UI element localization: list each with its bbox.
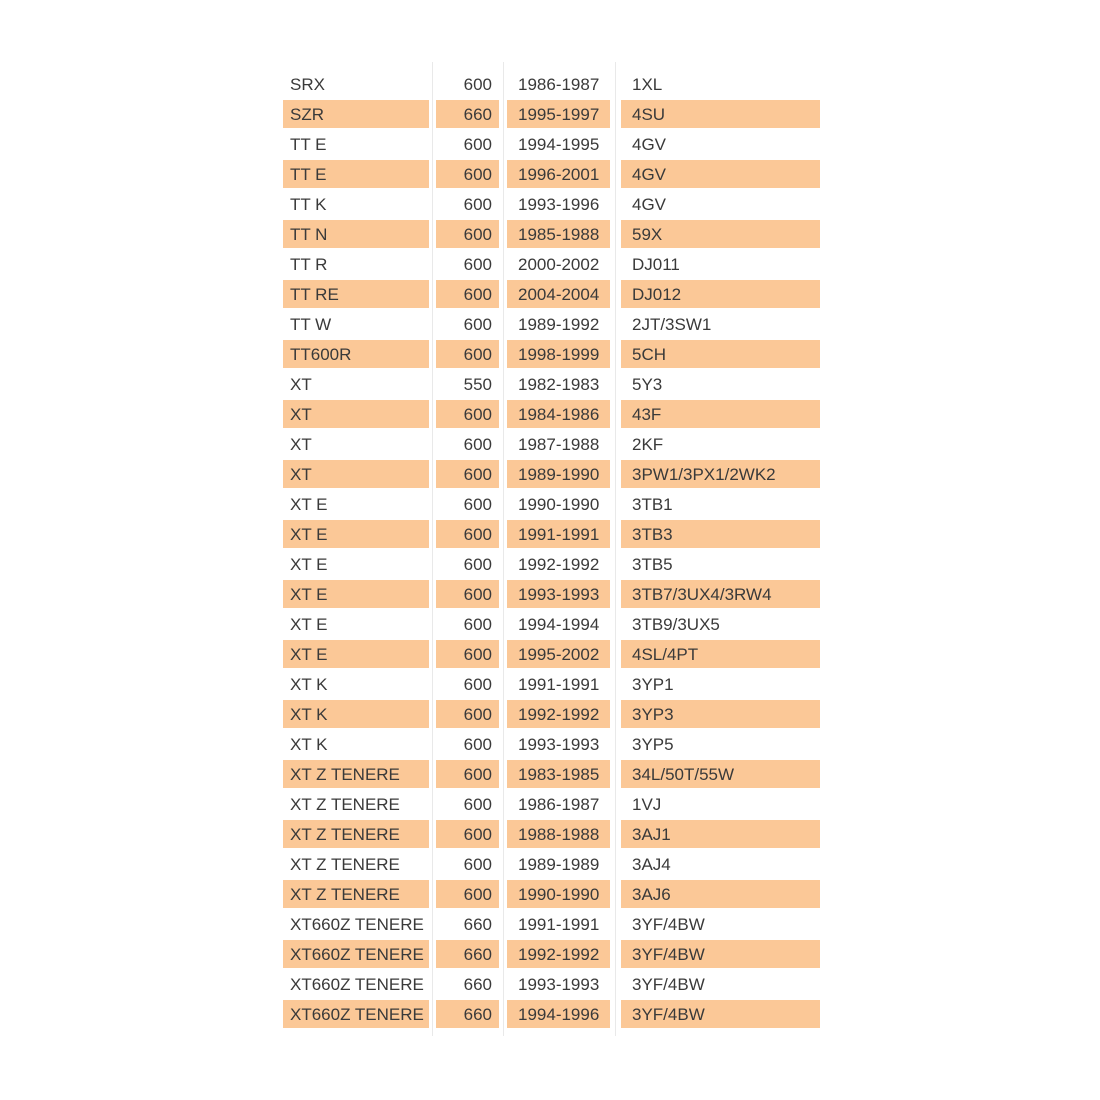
table-row xyxy=(283,160,820,188)
model-cell: XT660Z TENERE xyxy=(290,914,424,934)
model-cell: SRX xyxy=(290,74,325,94)
year-range-cell: 1984-1986 xyxy=(507,400,610,428)
year-range-cell: 1992-1992 xyxy=(507,940,610,968)
table-row xyxy=(283,280,820,308)
year-range-cell: 2004-2004 xyxy=(507,280,610,308)
engine-size-cell: 660 xyxy=(436,1000,499,1028)
engine-size-cell: 660 xyxy=(463,914,492,934)
table-row xyxy=(283,190,820,218)
table-row xyxy=(283,250,820,278)
year-range-cell: 1994-1995 xyxy=(518,134,600,154)
model-cell: XT660Z TENERE xyxy=(283,940,429,968)
table-row xyxy=(283,790,820,818)
table-row xyxy=(283,460,820,488)
model-code-cell: DJ012 xyxy=(621,280,820,308)
model-cell: XT E xyxy=(290,494,328,514)
model-cell: XT E xyxy=(290,614,328,634)
engine-size-cell: 600 xyxy=(463,854,492,874)
year-range-cell: 1989-1992 xyxy=(518,314,600,334)
table-row xyxy=(283,370,820,398)
table-row xyxy=(283,520,820,548)
engine-size-cell: 600 xyxy=(436,760,499,788)
table-row xyxy=(283,820,820,848)
engine-size-cell: 660 xyxy=(463,974,492,994)
year-range-cell: 1993-1993 xyxy=(507,580,610,608)
model-cell: XT Z TENERE xyxy=(290,794,400,814)
year-range-cell: 2000-2002 xyxy=(518,254,600,274)
compatibility-table xyxy=(283,70,820,1030)
engine-size-cell: 660 xyxy=(436,100,499,128)
engine-size-cell: 660 xyxy=(436,940,499,968)
engine-size-cell: 600 xyxy=(463,134,492,154)
engine-size-cell: 550 xyxy=(463,374,492,394)
year-range-cell: 1985-1988 xyxy=(507,220,610,248)
year-range-cell: 1986-1987 xyxy=(518,794,600,814)
engine-size-cell: 600 xyxy=(436,400,499,428)
model-cell: SZR xyxy=(283,100,429,128)
model-cell: TT E xyxy=(290,134,327,154)
year-range-cell: 1995-2002 xyxy=(507,640,610,668)
table-row xyxy=(283,580,820,608)
engine-size-cell: 600 xyxy=(436,880,499,908)
model-cell: XT E xyxy=(283,520,429,548)
model-code-cell: 3YF/4BW xyxy=(621,1000,820,1028)
table-body xyxy=(283,70,820,1028)
year-range-cell: 1994-1994 xyxy=(518,614,600,634)
table-row xyxy=(283,700,820,728)
engine-size-cell: 600 xyxy=(463,554,492,574)
engine-size-cell: 600 xyxy=(463,74,492,94)
model-cell: XT K xyxy=(290,674,328,694)
model-cell: XT E xyxy=(283,580,429,608)
model-code-cell: 3YF/4BW xyxy=(632,974,705,994)
table-row xyxy=(283,130,820,158)
model-code-cell: 3TB1 xyxy=(632,494,673,514)
model-code-cell: 34L/50T/55W xyxy=(621,760,820,788)
model-cell: TT600R xyxy=(283,340,429,368)
model-code-cell: 4GV xyxy=(632,194,667,214)
year-range-cell: 1993-1996 xyxy=(518,194,600,214)
table-row xyxy=(283,910,820,938)
engine-size-cell: 600 xyxy=(436,160,499,188)
year-range-cell: 1990-1990 xyxy=(507,880,610,908)
table-row xyxy=(283,70,820,98)
engine-size-cell: 600 xyxy=(463,254,492,274)
model-code-cell: 1VJ xyxy=(632,794,662,814)
engine-size-cell: 600 xyxy=(463,314,492,334)
model-code-cell: 3PW1/3PX1/2WK2 xyxy=(621,460,820,488)
model-code-cell: 2JT/3SW1 xyxy=(632,314,712,334)
model-code-cell: 3YF/4BW xyxy=(621,940,820,968)
engine-size-cell: 600 xyxy=(436,700,499,728)
table-row xyxy=(283,730,820,758)
table-row xyxy=(283,880,820,908)
model-cell: TT RE xyxy=(283,280,429,308)
engine-size-cell: 600 xyxy=(463,194,492,214)
model-code-cell: 4GV xyxy=(621,160,820,188)
year-range-cell: 1982-1983 xyxy=(518,374,600,394)
year-range-cell: 1995-1997 xyxy=(507,100,610,128)
model-code-cell: 4SU xyxy=(621,100,820,128)
table-row xyxy=(283,340,820,368)
model-cell: TT N xyxy=(283,220,429,248)
model-cell: TT K xyxy=(290,194,327,214)
model-cell: TT W xyxy=(290,314,332,334)
model-code-cell: 2KF xyxy=(632,434,664,454)
model-cell: XT xyxy=(290,434,312,454)
engine-size-cell: 600 xyxy=(436,520,499,548)
engine-size-cell: 600 xyxy=(436,580,499,608)
model-code-cell: 43F xyxy=(621,400,820,428)
year-range-cell: 1990-1990 xyxy=(518,494,600,514)
model-cell: XT K xyxy=(283,700,429,728)
engine-size-cell: 600 xyxy=(463,434,492,454)
model-cell: XT E xyxy=(283,640,429,668)
model-cell: XT xyxy=(290,374,312,394)
table-row xyxy=(283,490,820,518)
table-row xyxy=(283,100,820,128)
model-cell: XT xyxy=(283,400,429,428)
model-cell: XT Z TENERE xyxy=(283,760,429,788)
year-range-cell: 1996-2001 xyxy=(507,160,610,188)
model-code-cell: 5Y3 xyxy=(632,374,663,394)
model-code-cell: 3YF/4BW xyxy=(632,914,705,934)
year-range-cell: 1998-1999 xyxy=(507,340,610,368)
model-cell: XT E xyxy=(290,554,328,574)
model-code-cell: 3YP5 xyxy=(632,734,674,754)
table-row xyxy=(283,970,820,998)
year-range-cell: 1992-1992 xyxy=(507,700,610,728)
model-cell: XT660Z TENERE xyxy=(290,974,424,994)
engine-size-cell: 600 xyxy=(463,494,492,514)
year-range-cell: 1988-1988 xyxy=(507,820,610,848)
engine-size-cell: 600 xyxy=(463,614,492,634)
model-code-cell: 3TB5 xyxy=(632,554,673,574)
table-row xyxy=(283,850,820,878)
year-range-cell: 1991-1991 xyxy=(507,520,610,548)
year-range-cell: 1992-1992 xyxy=(518,554,600,574)
engine-size-cell: 600 xyxy=(436,220,499,248)
table-row xyxy=(283,760,820,788)
model-code-cell: DJ011 xyxy=(632,254,680,274)
model-code-cell: 3AJ1 xyxy=(621,820,820,848)
model-cell: TT E xyxy=(283,160,429,188)
year-range-cell: 1987-1988 xyxy=(518,434,600,454)
table-row xyxy=(283,640,820,668)
engine-size-cell: 600 xyxy=(436,460,499,488)
year-range-cell: 1989-1990 xyxy=(507,460,610,488)
model-code-cell: 3TB9/3UX5 xyxy=(632,614,720,634)
engine-size-cell: 600 xyxy=(463,674,492,694)
model-code-cell: 3YP3 xyxy=(621,700,820,728)
model-code-cell: 3TB3 xyxy=(621,520,820,548)
year-range-cell: 1991-1991 xyxy=(518,674,600,694)
year-range-cell: 1989-1989 xyxy=(518,854,600,874)
year-range-cell: 1991-1991 xyxy=(518,914,600,934)
model-cell: XT660Z TENERE xyxy=(283,1000,429,1028)
model-code-cell: 4SL/4PT xyxy=(621,640,820,668)
model-code-cell: 1XL xyxy=(632,74,663,94)
model-code-cell: 3YP1 xyxy=(632,674,674,694)
table-row xyxy=(283,550,820,578)
model-cell: XT K xyxy=(290,734,328,754)
table-row xyxy=(283,430,820,458)
year-range-cell: 1993-1993 xyxy=(518,734,600,754)
model-cell: XT Z TENERE xyxy=(290,854,400,874)
engine-size-cell: 600 xyxy=(463,734,492,754)
engine-size-cell: 600 xyxy=(436,340,499,368)
year-range-cell: 1986-1987 xyxy=(518,74,600,94)
model-code-cell: 59X xyxy=(621,220,820,248)
year-range-cell: 1993-1993 xyxy=(518,974,600,994)
table-row xyxy=(283,670,820,698)
model-code-cell: 3TB7/3UX4/3RW4 xyxy=(621,580,820,608)
engine-size-cell: 600 xyxy=(436,280,499,308)
year-range-cell: 1983-1985 xyxy=(507,760,610,788)
model-code-cell: 5CH xyxy=(621,340,820,368)
model-code-cell: 3AJ4 xyxy=(632,854,671,874)
engine-size-cell: 600 xyxy=(436,640,499,668)
table-row xyxy=(283,1000,820,1028)
model-cell: XT Z TENERE xyxy=(283,820,429,848)
model-cell: TT R xyxy=(290,254,328,274)
model-code-cell: 4GV xyxy=(632,134,667,154)
table-row xyxy=(283,400,820,428)
table-row xyxy=(283,610,820,638)
table-row xyxy=(283,310,820,338)
model-code-cell: 3AJ6 xyxy=(621,880,820,908)
model-cell: XT xyxy=(283,460,429,488)
model-cell: XT Z TENERE xyxy=(283,880,429,908)
year-range-cell: 1994-1996 xyxy=(507,1000,610,1028)
engine-size-cell: 600 xyxy=(436,820,499,848)
table-row xyxy=(283,220,820,248)
table-row xyxy=(283,940,820,968)
engine-size-cell: 600 xyxy=(463,794,492,814)
